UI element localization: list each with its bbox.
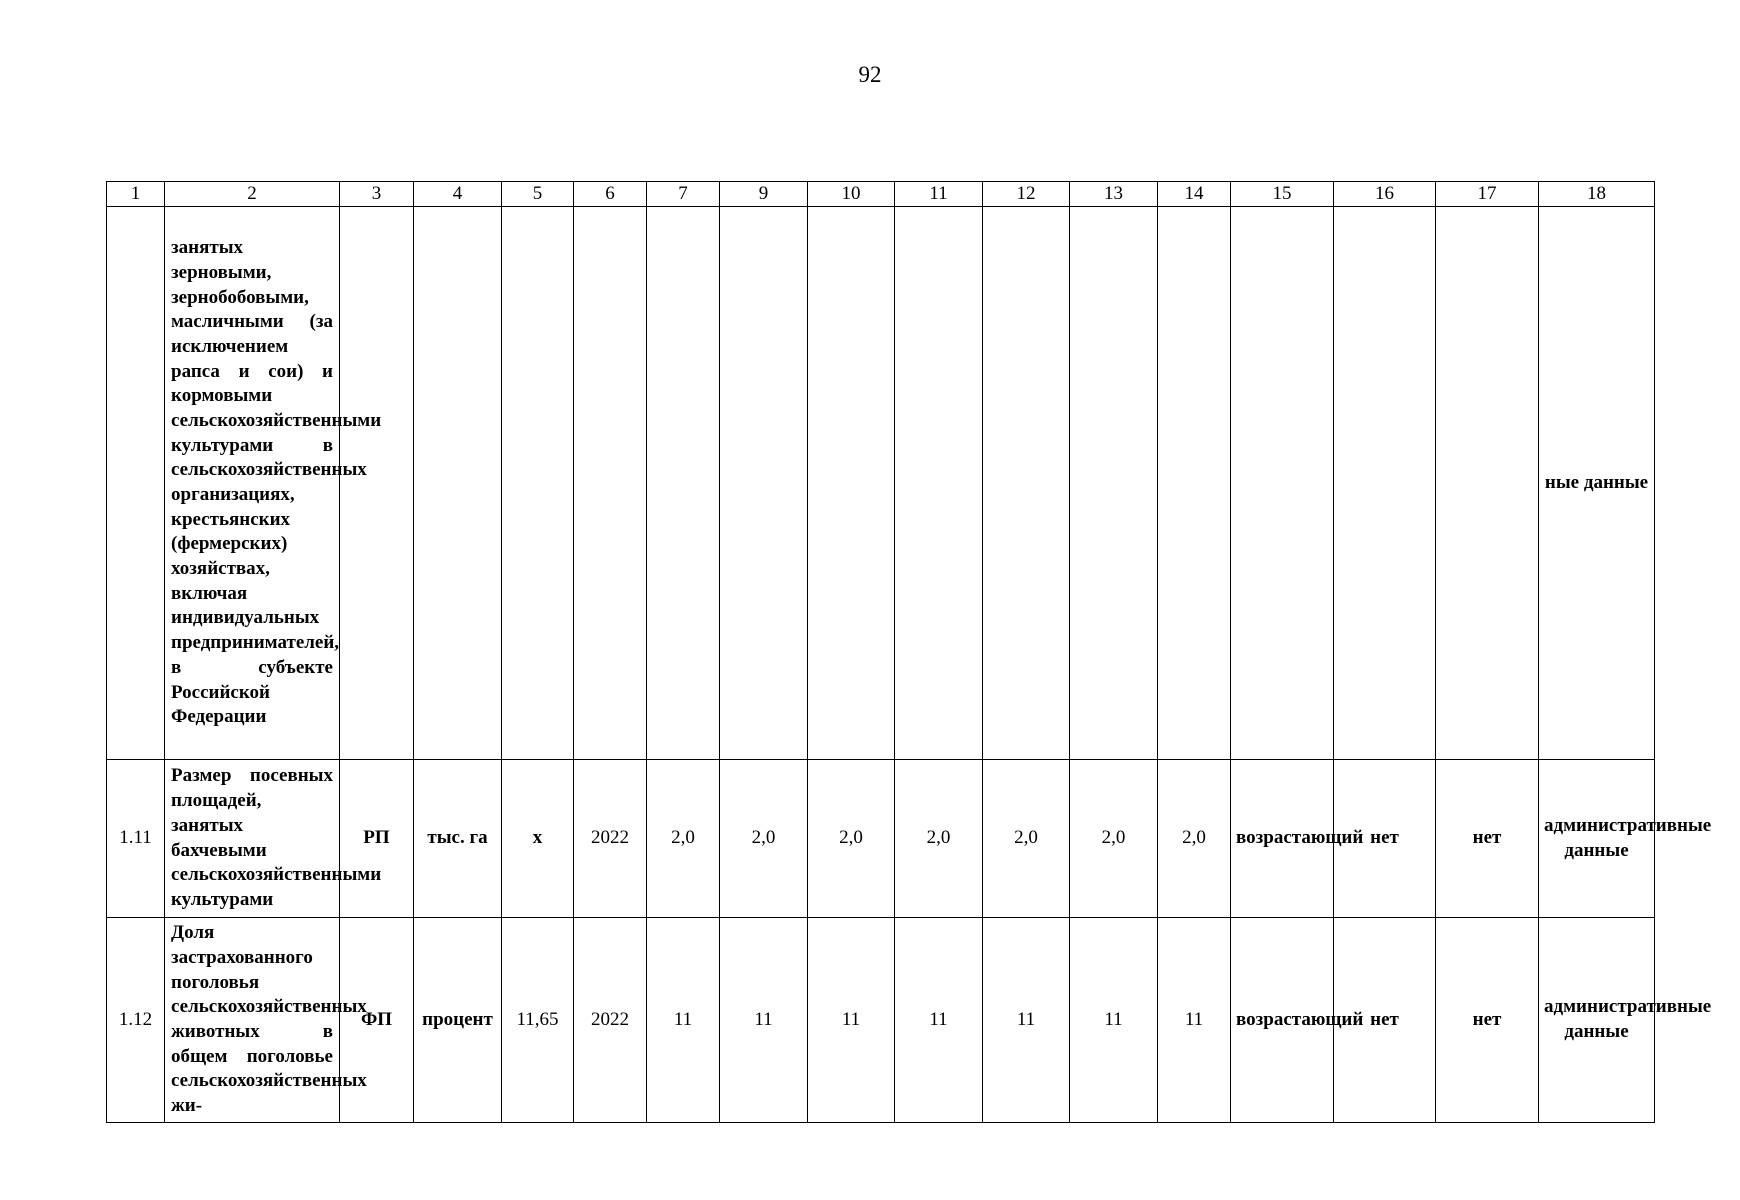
header-cell: 17 [1436,182,1539,207]
table-row-continuation [107,207,1655,760]
header-cell: 15 [1231,182,1334,207]
header-cell: 3 [340,182,414,207]
table-cell [1231,207,1334,760]
base-year-cell: 2022 [574,918,647,1123]
table-cell [502,207,574,760]
table-cell [808,207,895,760]
table-cell [1070,207,1158,760]
value-cell: 11 [895,918,983,1123]
row-number-cell: 1.12 [107,918,165,1123]
indicator-name-cell: занятых зерновыми, зернобобовыми, масличными (за исключением рапса и сои) и кормовыми сельскохозяйственными культурами в сельскохозяйственных организациях, крестьянских (фермерских) хозяйствах, включая индивидуальных предпринимателей, в субъекте Российской Федерации [165,207,340,760]
source-cell: ные данные [1539,207,1655,760]
header-cell: 10 [808,182,895,207]
table-cell [340,207,414,760]
unit-cell: процент [414,918,502,1123]
header-cell: 2 [165,182,340,207]
row-number-cell: 1.11 [107,760,165,918]
page-number: 92 [858,62,882,87]
level-cell: ФП [340,918,414,1123]
value-cell: 11 [1070,918,1158,1123]
trend-cell: возрастающий [1231,760,1334,918]
value-cell: 11 [983,918,1070,1123]
unit-cell: тыс. га [414,760,502,918]
header-row [107,182,1655,207]
level-cell: РП [340,760,414,918]
value-cell: 2,0 [647,760,720,918]
table-cell [983,207,1070,760]
header-cell: 1 [107,182,165,207]
header-cell: 13 [1070,182,1158,207]
value-cell: 2,0 [720,760,808,918]
header-cell: 5 [502,182,574,207]
value-cell: 2,0 [983,760,1070,918]
header-cell: 16 [1334,182,1436,207]
value-cell: 11 [647,918,720,1123]
col17-cell: нет [1436,760,1539,918]
source-cell: административные данные [1539,918,1655,1123]
table-row-1-12 [107,918,1655,1123]
table-cell [414,207,502,760]
value-cell: 11 [720,918,808,1123]
indicator-name-cell: Доля застрахованного поголовья сельскохозяйственных животных в общем поголовье сельскохозяйственных жи- [165,918,340,1123]
col16-cell: нет [1334,918,1436,1123]
table-cell [647,207,720,760]
base-year-cell: 2022 [574,760,647,918]
value-cell: 2,0 [808,760,895,918]
col16-cell: нет [1334,760,1436,918]
base-value-cell: 11,65 [502,918,574,1123]
table-cell [720,207,808,760]
value-cell: 11 [808,918,895,1123]
table-row-1-11 [107,760,1655,918]
table-cell [1436,207,1539,760]
trend-cell: возрастающий [1231,918,1334,1123]
header-cell: 14 [1158,182,1231,207]
header-cell: 9 [720,182,808,207]
header-cell: 11 [895,182,983,207]
header-cell: 18 [1539,182,1655,207]
indicators-table [106,181,1712,1123]
table-cell [574,207,647,760]
value-cell: 2,0 [1158,760,1231,918]
source-cell: административные данные [1539,760,1655,918]
header-cell: 7 [647,182,720,207]
header-cell: 12 [983,182,1070,207]
header-cell: 6 [574,182,647,207]
table-cell [1334,207,1436,760]
value-cell: 2,0 [1070,760,1158,918]
value-cell: 11 [1158,918,1231,1123]
header-cell: 4 [414,182,502,207]
base-value-cell: х [502,760,574,918]
indicator-name-cell: Размер посевных площадей, занятых бахчевыми сельскохозяйственными культурами [165,760,340,918]
row-number-cell [107,207,165,760]
col17-cell: нет [1436,918,1539,1123]
value-cell: 2,0 [895,760,983,918]
table-cell [1158,207,1231,760]
table-cell [895,207,983,760]
